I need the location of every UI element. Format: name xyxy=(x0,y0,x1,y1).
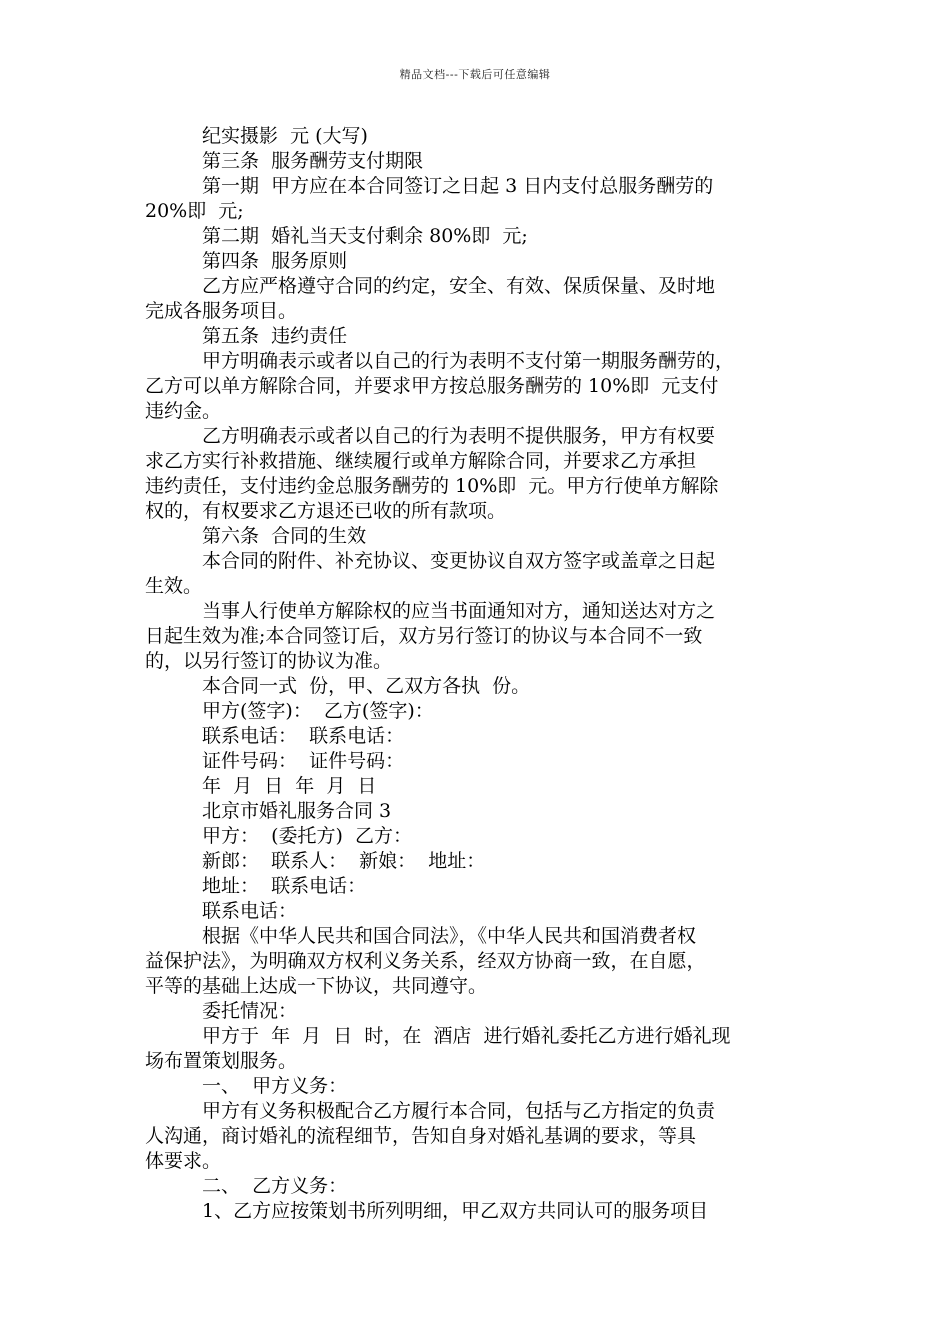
text-line: 证件号码： 证件号码： xyxy=(202,750,405,772)
text-line: 第一期 甲方应在本合同签订之日起 3 日内支付总服务酬劳的 xyxy=(202,175,714,197)
text-line: 甲方明确表示或者以自己的行为表明不支付第一期服务酬劳的， xyxy=(202,350,735,372)
text-line: 日起生效为准;本合同签订后，双方另行签订的协议与本合同不一致 xyxy=(145,625,703,647)
text-line: 违约责任，支付违约金总服务酬劳的 10%即 元。甲方行使单方解除 xyxy=(145,475,719,497)
text-line: 委托情况： xyxy=(202,1000,298,1022)
text-line: 乙方可以单方解除合同，并要求甲方按总服务酬劳的 10%即 元支付 xyxy=(145,375,719,397)
text-line: 联系电话： 联系电话： xyxy=(202,725,405,747)
text-line: 地址： 联系电话： xyxy=(202,875,367,897)
text-line: 1、乙方应按策划书所列明细，甲乙双方共同认可的服务项目 xyxy=(202,1200,709,1222)
text-line: 联系电话： xyxy=(202,900,298,922)
text-line: 乙方应严格遵守合同的约定，安全、有效、保质保量、及时地 xyxy=(202,275,716,297)
text-line: 甲方有义务积极配合乙方履行本合同，包括与乙方指定的负责 xyxy=(202,1100,716,1122)
text-line: 场布置策划服务。 xyxy=(145,1050,298,1072)
text-line: 二、 乙方义务： xyxy=(202,1175,348,1197)
text-line: 甲方于 年 月 日 时，在 酒店 进行婚礼委托乙方进行婚礼现 xyxy=(202,1025,731,1047)
text-line: 第六条 合同的生效 xyxy=(202,525,367,547)
text-line: 人沟通，商讨婚礼的流程细节，告知自身对婚礼基调的要求，等具 xyxy=(145,1125,697,1147)
text-line: 第五条 违约责任 xyxy=(202,325,348,347)
text-line: 权的，有权要求乙方退还已收的所有款项。 xyxy=(145,500,507,522)
text-line: 北京市婚礼服务合同 3 xyxy=(202,800,392,822)
text-line: 本合同的附件、补充协议、变更协议自双方签字或盖章之日起 xyxy=(202,550,716,572)
text-line: 完成各服务项目。 xyxy=(145,300,298,322)
text-line: 生效。 xyxy=(145,575,203,597)
text-line: 根据《中华人民共和国合同法》，《中华人民共和国消费者权 xyxy=(202,925,697,947)
text-line: 20%即 元; xyxy=(145,200,244,222)
text-line: 当事人行使单方解除权的应当书面通知对方，通知送达对方之 xyxy=(202,600,716,622)
text-line: 第三条 服务酬劳支付期限 xyxy=(202,150,424,172)
text-line: 年 月 日 年 月 日 xyxy=(202,775,377,797)
text-line: 新郎： 联系人： 新娘： 地址： xyxy=(202,850,486,872)
text-line: 乙方明确表示或者以自己的行为表明不提供服务，甲方有权要 xyxy=(202,425,716,447)
document-body xyxy=(145,124,809,1224)
text-line: 本合同一式 份，甲、乙双方各执 份。 xyxy=(202,675,531,697)
text-line: 一、 甲方义务： xyxy=(202,1075,348,1097)
text-line: 平等的基础上达成一下协议，共同遵守。 xyxy=(145,975,488,997)
text-line: 甲方： (委托方) 乙方： xyxy=(202,825,412,847)
text-line: 甲方(签字)： 乙方(签字)： xyxy=(202,700,434,722)
text-line: 体要求。 xyxy=(145,1150,222,1172)
text-line: 第二期 婚礼当天支付剩余 80%即 元; xyxy=(202,225,528,247)
page-header: 精品文档---下载后可任意编辑 xyxy=(399,68,551,81)
text-line: 违约金。 xyxy=(145,400,222,422)
text-line: 纪实摄影 元 (大写) xyxy=(202,125,368,147)
text-line: 的，以另行签订的协议为准。 xyxy=(145,650,393,672)
text-line: 求乙方实行补救措施、继续履行或单方解除合同，并要求乙方承担 xyxy=(145,450,697,472)
text-line: 第四条 服务原则 xyxy=(202,250,348,272)
text-line: 益保护法》，为明确双方权利义务关系，经双方协商一致，在自愿， xyxy=(145,950,706,972)
